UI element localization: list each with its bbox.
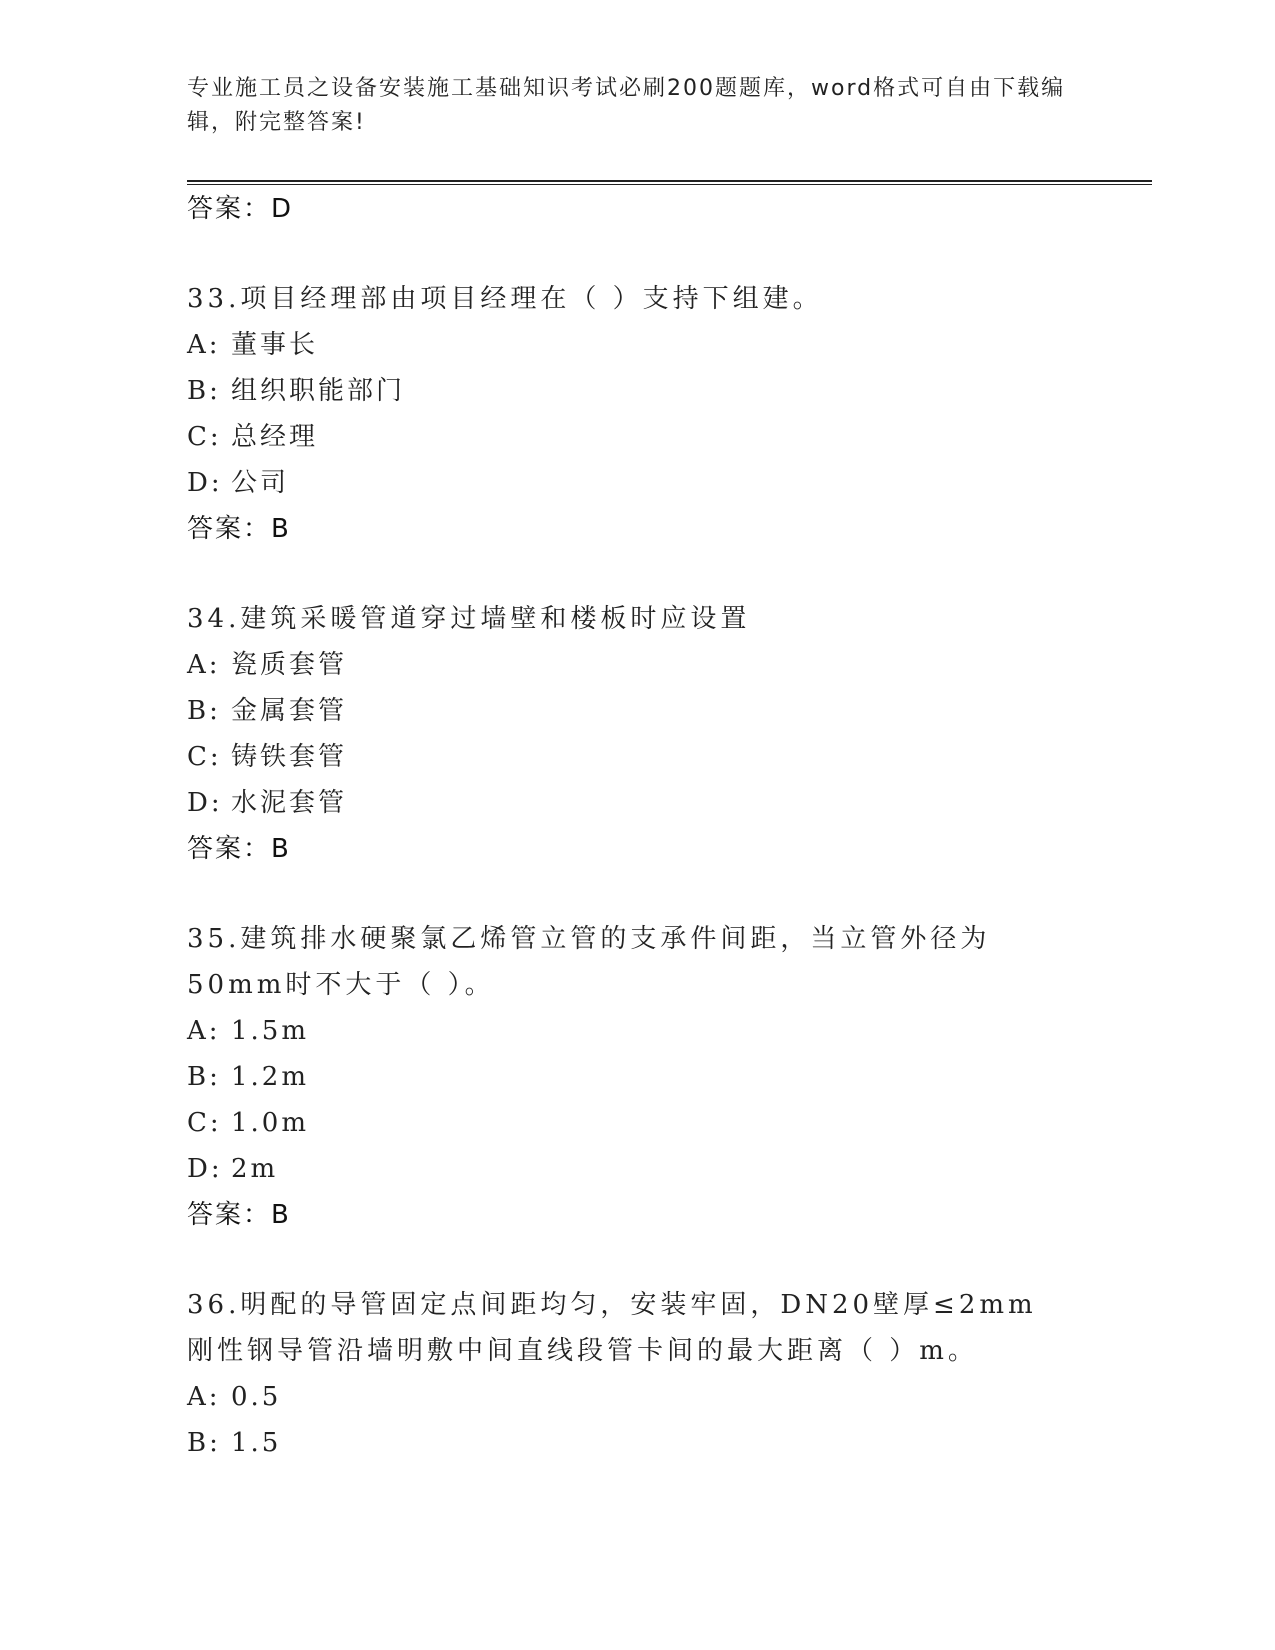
question-text: 33.项目经理部由项目经理在（ ）支持下组建。 (187, 284, 823, 314)
option-key: D: (187, 1154, 223, 1184)
option-key: C: (187, 742, 222, 772)
option-text: 2m (231, 1154, 279, 1184)
option-key: D: (187, 468, 223, 498)
question-text: 36.明配的导管固定点间距均匀，安装牢固，DN20壁厚≤2mm刚性钢导管沿墙明敷中间直线段管卡间的最大距离（ ）m。 (187, 1290, 1037, 1366)
option-d (187, 780, 1087, 826)
question-text: 34.建筑采暖管道穿过墙壁和楼板时应设置 (187, 604, 751, 634)
option-key: B: (187, 696, 221, 726)
option-text: 1.2m (231, 1062, 310, 1092)
option-key: C: (187, 1108, 222, 1138)
option-text: 铸铁套管 (231, 742, 348, 772)
answer-label: 答案： (187, 514, 272, 544)
answer-label: 答案： (187, 834, 272, 864)
option-a (187, 1008, 1087, 1054)
option-key: B: (187, 376, 221, 406)
document-header: 专业施工员之设备安装施工基础知识考试必刷200题题库，word格式可自由下载编辑，附完整答案! (187, 76, 1066, 135)
option-key: D: (187, 788, 223, 818)
option-text: 瓷质套管 (231, 650, 348, 680)
option-key: B: (187, 1428, 221, 1458)
option-a (187, 1374, 1087, 1420)
option-key: B: (187, 1062, 221, 1092)
option-c (187, 414, 1087, 460)
option-b (187, 368, 1087, 414)
option-a (187, 322, 1087, 368)
option-text: 公司 (231, 468, 290, 498)
answer-label: 答案： (187, 1200, 272, 1230)
answer-value: B (271, 834, 291, 864)
option-b (187, 1420, 1087, 1466)
answer-value: B (271, 1200, 291, 1230)
option-c (187, 1100, 1087, 1146)
option-text: 董事长 (231, 330, 319, 360)
option-a (187, 642, 1087, 688)
answer-label: 答案： (187, 194, 272, 224)
option-key: C: (187, 422, 222, 452)
option-text: 水泥套管 (231, 788, 348, 818)
option-text: 金属套管 (231, 696, 348, 726)
option-text: 0.5 (231, 1382, 282, 1412)
answer-line (187, 826, 1087, 872)
answer-value: B (271, 514, 291, 544)
option-c (187, 734, 1087, 780)
header-rule-thin (187, 184, 1152, 185)
answer-value: D (271, 194, 294, 224)
option-d (187, 1146, 1087, 1192)
option-key: A: (187, 330, 221, 360)
option-text: 1.0m (231, 1108, 310, 1138)
option-text: 1.5 (231, 1428, 282, 1458)
option-key: A: (187, 1382, 221, 1412)
option-key: A: (187, 650, 221, 680)
option-text: 1.5m (231, 1016, 310, 1046)
option-b (187, 688, 1087, 734)
option-key: A: (187, 1016, 221, 1046)
option-d (187, 460, 1087, 506)
question-text: 35.建筑排水硬聚氯乙烯管立管的支承件间距，当立管外径为50mm时不大于（ ）。 (187, 924, 991, 1000)
option-b (187, 1054, 1087, 1100)
header-rule-thick (187, 180, 1152, 182)
answer-line (187, 186, 1087, 232)
question-list (187, 186, 1087, 1466)
option-text: 组织职能部门 (231, 376, 406, 406)
answer-line (187, 506, 1087, 552)
option-text: 总经理 (231, 422, 319, 452)
answer-line (187, 1192, 1087, 1238)
